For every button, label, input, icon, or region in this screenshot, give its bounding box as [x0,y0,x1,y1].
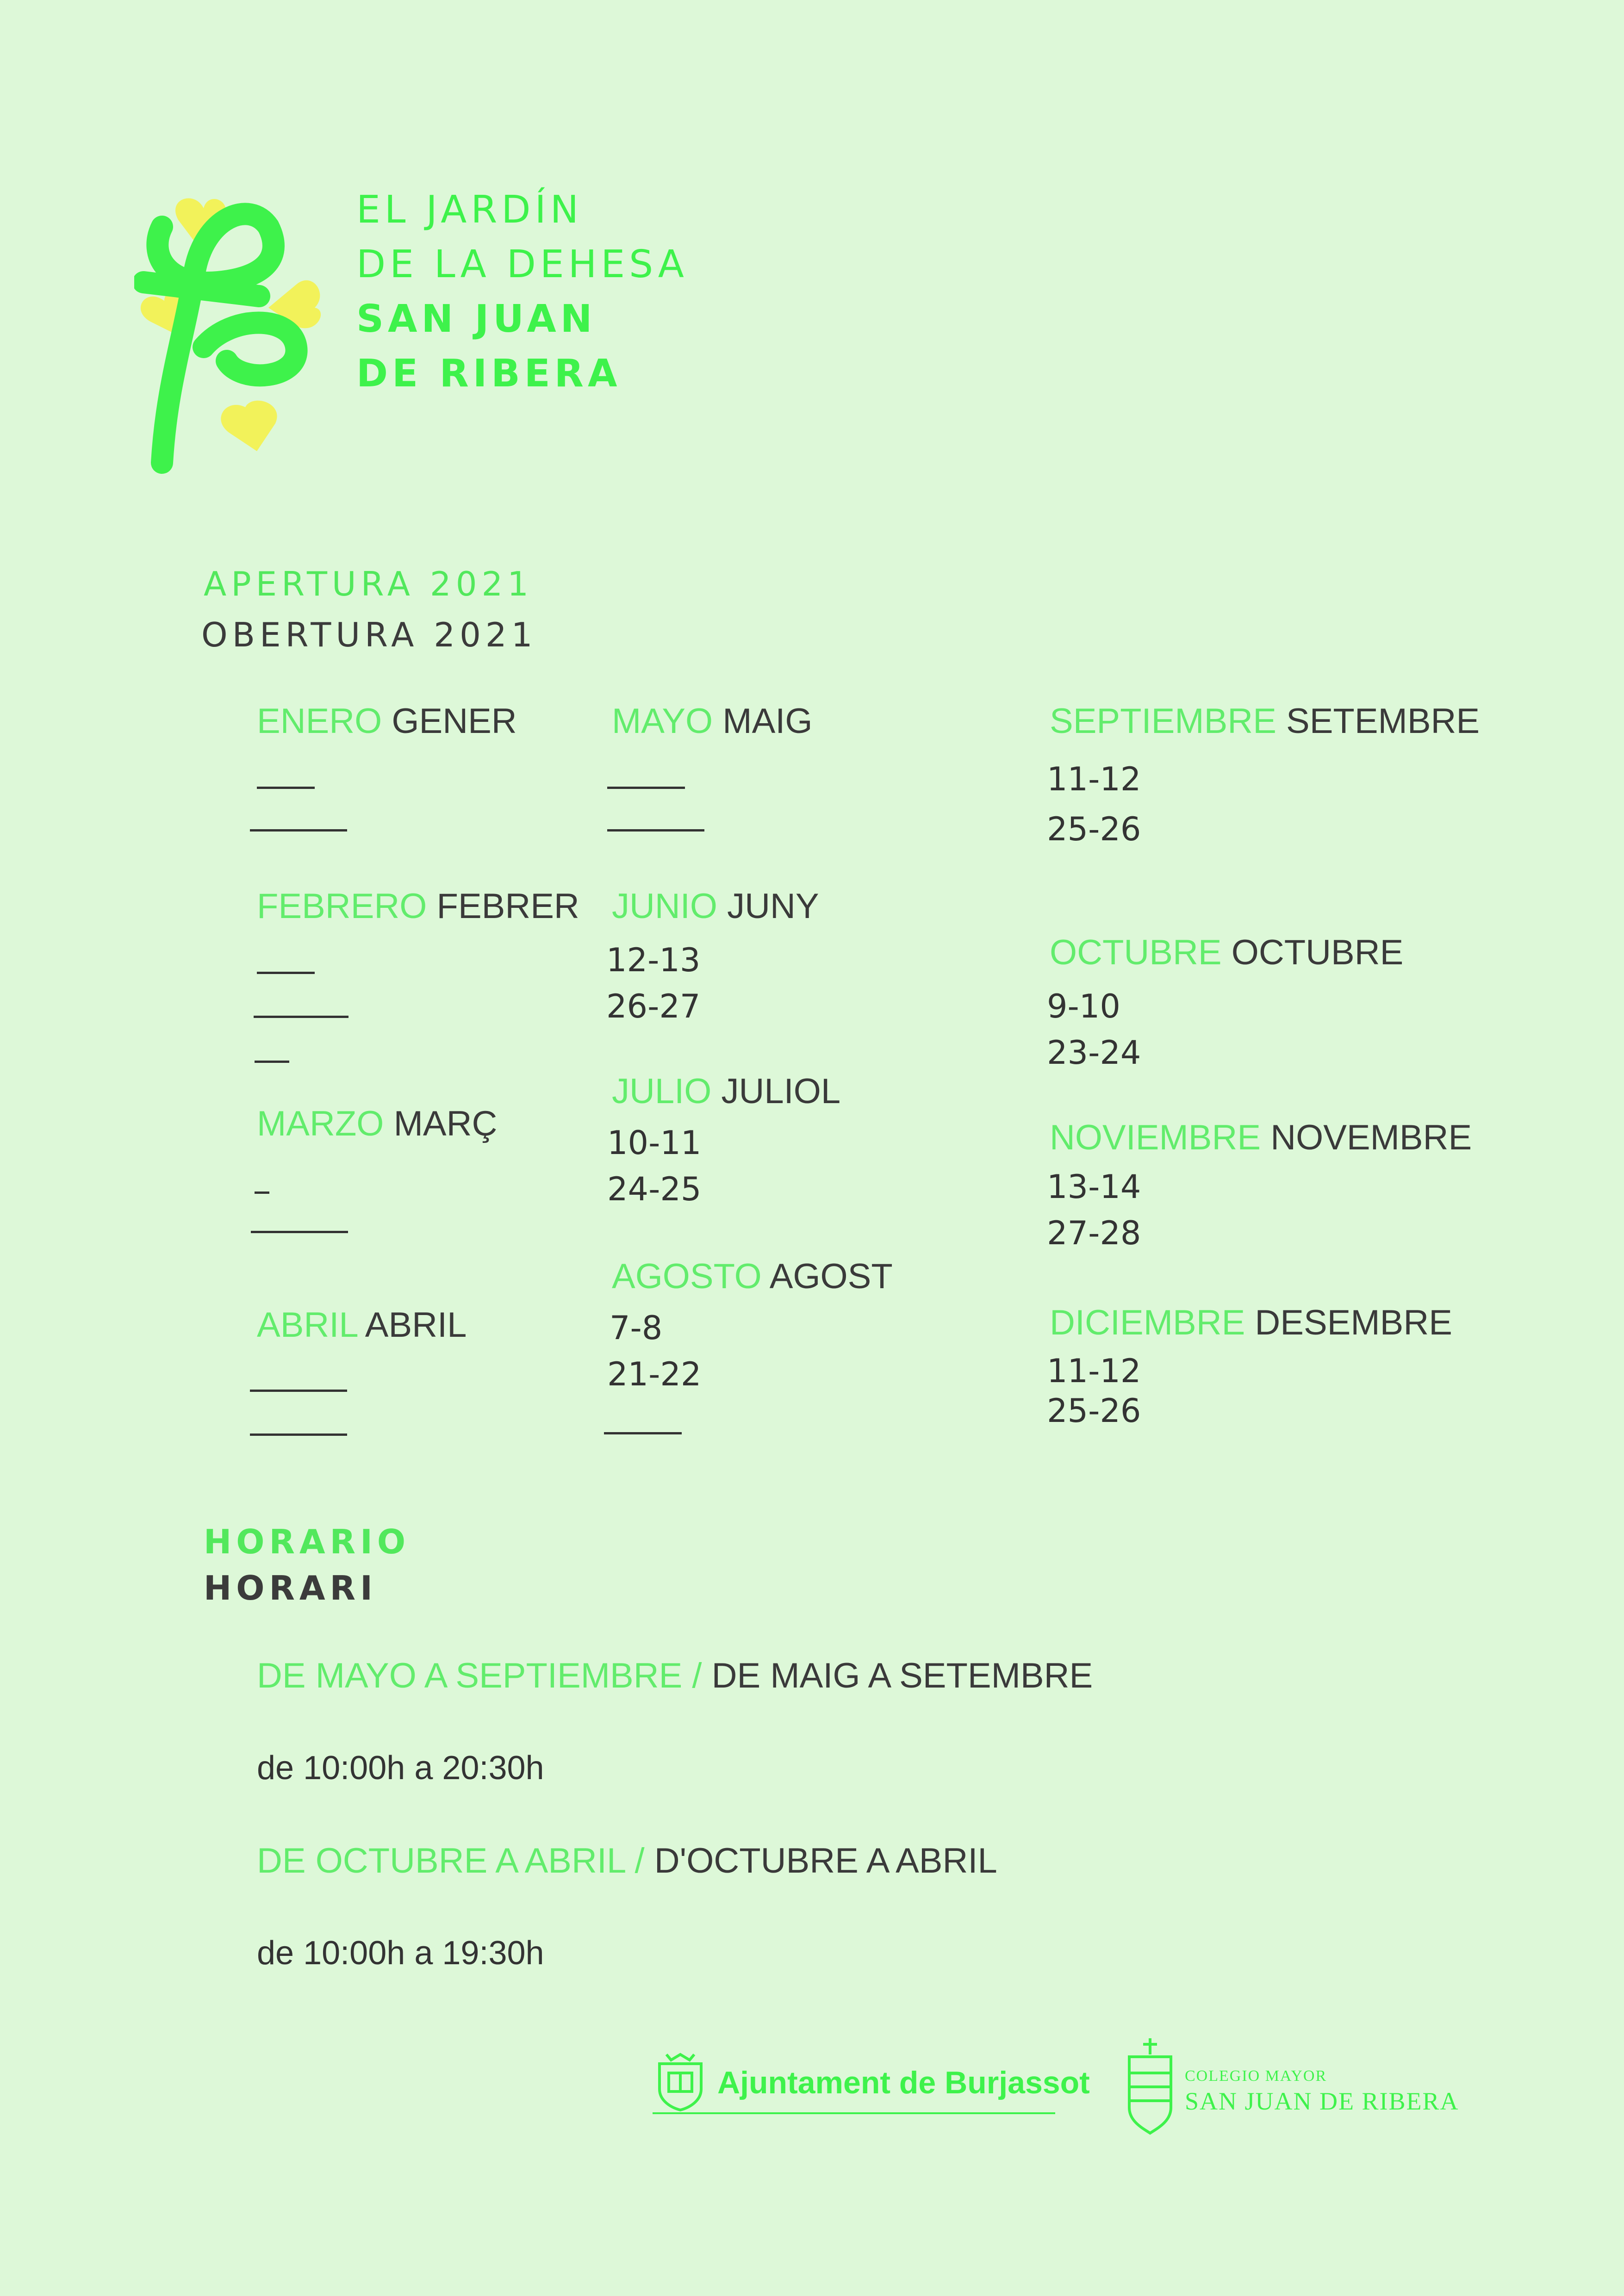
brand-line-4: DE RIBERA [356,352,622,396]
schedule-hours-summer: de 10:00h a 20:30h [257,1750,544,1787]
no-date-dash [254,1016,348,1018]
dates-julio: 10-11 24-25 [607,1124,702,1208]
no-date-dash [607,829,704,832]
vine-logo-icon [134,180,329,477]
month-abril: ABRIL ABRIL [257,1305,467,1345]
month-noviembre: NOVIEMBRE NOVEMBRE [1050,1118,1472,1157]
no-date-dash [250,829,347,832]
dates-septiembre: 11-12 25-26 [1047,760,1141,848]
dates-agosto: 7-8 21-22 [607,1309,702,1393]
no-date-dash [257,972,315,974]
month-mayo: MAYO MAIG [612,701,813,741]
opening-title-va: OBERTURA 2021 [201,615,537,654]
no-date-dash [255,1191,269,1194]
month-octubre: OCTUBRE OCTUBRE [1050,933,1404,972]
brand-line-1: EL JARDÍN [356,188,583,232]
no-date-dash [607,787,685,789]
opening-title-es: APERTURA 2021 [204,565,534,603]
no-date-dash [250,1433,347,1436]
month-junio: JUNIO JUNY [612,887,819,926]
no-date-dash [257,787,315,789]
month-julio: JULIO JULIOL [612,1072,841,1111]
no-date-dash [251,1231,348,1233]
no-date-dash [604,1432,682,1434]
burjassot-name: Ajuntament de Burjassot [717,2065,1090,2100]
month-febrero: FEBRERO FEBRER [257,887,579,926]
month-diciembre: DICIEMBRE DESEMBRE [1050,1303,1452,1342]
brand-name [356,183,688,401]
schedule-period-winter: DE OCTUBRE A ABRIL / D'OCTUBRE A ABRIL [257,1841,997,1880]
brand-line-2: DE LA DEHESA [356,242,688,286]
month-agosto: AGOSTO AGOST [612,1257,893,1296]
dates-octubre: 9-10 23-24 [1047,987,1141,1072]
schedule-period-summer: DE MAYO A SEPTIEMBRE / DE MAIG A SETEMBRE [257,1656,1093,1695]
schedule-title-va: HORARI [204,1569,377,1607]
dates-diciembre: 11-12 25-26 [1047,1352,1141,1430]
colegio-label-small: COLEGIO MAYOR [1185,2067,1327,2085]
colegio-label-big: SAN JUAN DE RIBERA [1185,2087,1459,2115]
brand-line-3: SAN JUAN [356,297,597,341]
month-enero: ENERO GENER [257,701,517,741]
dates-junio: 12-13 26-27 [606,941,701,1025]
schedule-hours-winter: de 10:00h a 19:30h [257,1935,544,1972]
month-marzo: MARZO MARÇ [257,1104,498,1143]
dates-noviembre: 13-14 27-28 [1047,1168,1141,1252]
no-date-dash [250,1390,347,1392]
burjassot-crest-icon [653,2052,708,2112]
schedule-title-es: HORARIO [204,1522,411,1561]
no-date-dash [255,1061,289,1063]
colegio-crest-icon [1125,2036,1176,2138]
month-septiembre: SEPTIEMBRE SETEMBRE [1050,701,1480,741]
burjassot-underline [653,2112,1055,2114]
